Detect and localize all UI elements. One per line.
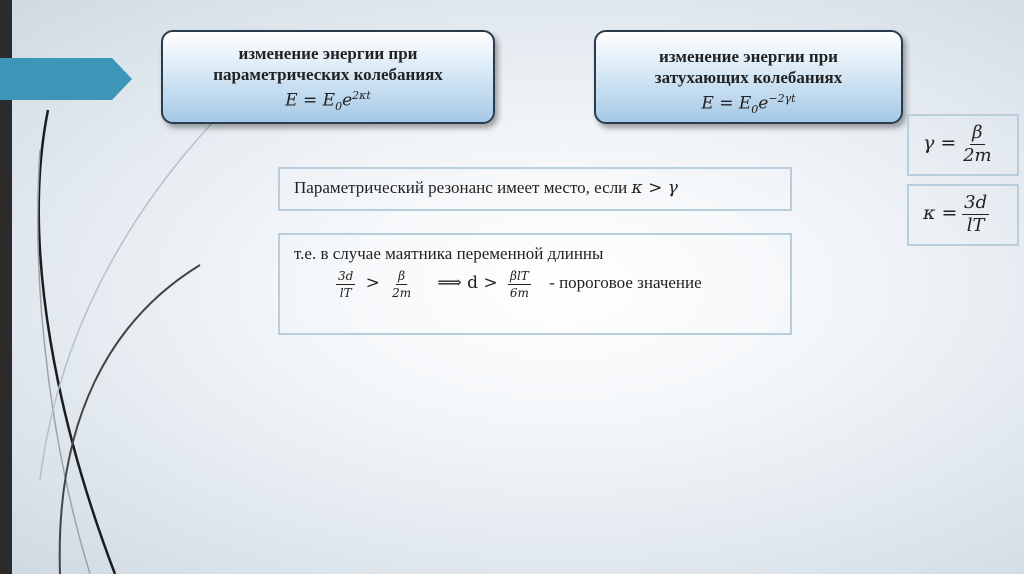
gamma-formula: γ = $\frac{\beta}{2m}$: [923, 122, 992, 166]
kappa-formula: κ = $\frac{3d}{lT}$: [923, 192, 988, 236]
damped-energy-box: [594, 30, 903, 124]
pendulum-example-panel: [278, 233, 792, 335]
damped-line1: изменение энергии при: [659, 47, 838, 66]
example-line1: т.е. в случае маятника переменной длинны: [294, 244, 604, 263]
fraction-3d-over-lT-kappa: $\frac{3d}{lT}$: [964, 192, 988, 236]
kappa-definition-panel: [907, 184, 1019, 246]
damped-line2: затухающих колебаниях: [654, 68, 843, 87]
parametric-energy-box: [161, 30, 495, 124]
threshold-label: - пороговое значение: [549, 273, 702, 293]
fraction-betalT-over-6m: $\frac{\text{βlT}}{6m}$: [509, 269, 529, 300]
parametric-line1: изменение энергии при: [238, 44, 418, 63]
parametric-line2: параметрических колебаниях: [213, 65, 443, 84]
resonance-text: Параметрический резонанс имеет место, если κ > γ: [294, 178, 678, 198]
example-inequality: $\frac{3d}{lT}$ > $\frac{\beta}{2m}$ ⟹ d > $\frac{\text{βlT}}{6m}$ - пороговое значение: [338, 269, 702, 300]
arrow-tab-icon: [0, 58, 132, 100]
gamma-definition-panel: [907, 114, 1019, 176]
fraction-beta-over-2m-gamma: $\frac{\beta}{2m}$: [963, 122, 992, 166]
fraction-beta-over-2m: $\frac{\beta}{2m}$: [392, 269, 412, 300]
damped-formula: $E = E_0e^{-2\gamma t}$: [701, 92, 796, 117]
parametric-formula: $E = E_0e^{2\kappa t}$: [285, 89, 371, 114]
resonance-condition-panel: [278, 167, 792, 211]
fraction-3d-over-lT: $\frac{3d}{lT}$: [338, 269, 354, 300]
